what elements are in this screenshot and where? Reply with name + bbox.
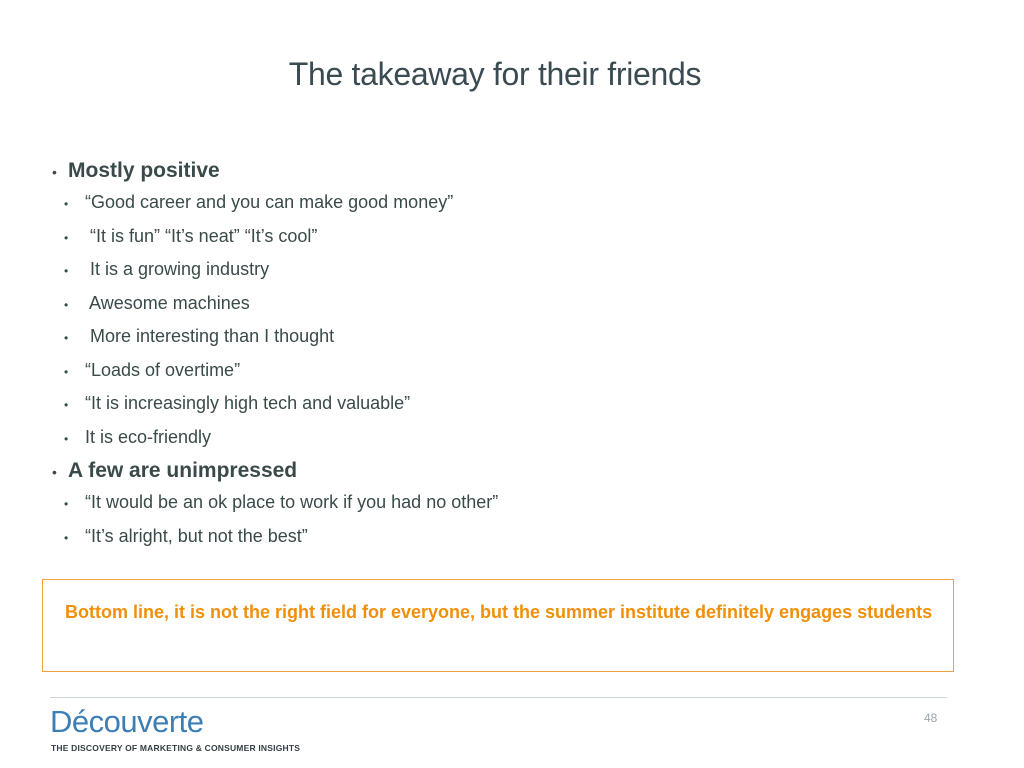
slide-title: The takeaway for their friends bbox=[288, 56, 702, 92]
list-item bbox=[52, 220, 952, 254]
page-number: 48 bbox=[924, 711, 938, 725]
bullet-icon: • bbox=[52, 464, 57, 480]
bullet-icon: • bbox=[64, 331, 69, 345]
bullet-icon: • bbox=[64, 398, 69, 412]
callout-text: Bottom line, it is not the right field for everyone, but the summer institute definitely engages students bbox=[65, 602, 933, 622]
bullet-icon: • bbox=[64, 297, 69, 312]
section-heading bbox=[52, 156, 952, 186]
list-item-text: “It is increasingly high tech and valuable” bbox=[85, 393, 411, 413]
bullet-icon: • bbox=[64, 264, 69, 278]
section-heading bbox=[52, 456, 952, 486]
list-item bbox=[52, 486, 952, 520]
brand-tagline: THE DISCOVERY OF MARKETING & CONSUMER INSIGHTS bbox=[51, 743, 301, 753]
section-heading-text: A few are unimpressed bbox=[68, 459, 298, 482]
list-item bbox=[52, 253, 952, 287]
list-item bbox=[52, 421, 952, 455]
list-item-text: Awesome machines bbox=[85, 292, 250, 313]
footer-divider bbox=[50, 697, 947, 698]
brand-logo: Découverte bbox=[50, 704, 204, 739]
list-item-text: More interesting than I thought bbox=[85, 326, 335, 346]
bullet-list bbox=[52, 156, 952, 553]
list-item bbox=[52, 520, 952, 554]
list-item bbox=[52, 354, 952, 388]
callout-box bbox=[42, 579, 954, 672]
list-item-text: “It would be an ok place to work if you had no other” bbox=[85, 492, 499, 512]
bullet-icon: • bbox=[64, 431, 69, 446]
list-item-text: “It is fun” “It’s neat” “It’s cool” bbox=[85, 225, 318, 246]
bullet-icon: • bbox=[64, 230, 69, 245]
bullet-icon: • bbox=[64, 197, 69, 211]
bullet-icon: • bbox=[64, 364, 69, 379]
list-item-text: “Loads of overtime” bbox=[85, 359, 241, 380]
list-item bbox=[52, 287, 952, 321]
list-item-text: It is a growing industry bbox=[85, 259, 270, 279]
list-item-text: “It’s alright, but not the best” bbox=[85, 525, 308, 546]
bullet-icon: • bbox=[64, 497, 69, 511]
list-item bbox=[52, 387, 952, 421]
bullet-icon: • bbox=[64, 530, 69, 545]
list-item bbox=[52, 186, 952, 220]
list-item bbox=[52, 320, 952, 354]
section-heading-text: Mostly positive bbox=[68, 159, 220, 182]
list-item-text: “Good career and you can make good money” bbox=[85, 192, 454, 212]
bullet-icon: • bbox=[52, 164, 57, 180]
list-item-text: It is eco-friendly bbox=[85, 426, 212, 447]
